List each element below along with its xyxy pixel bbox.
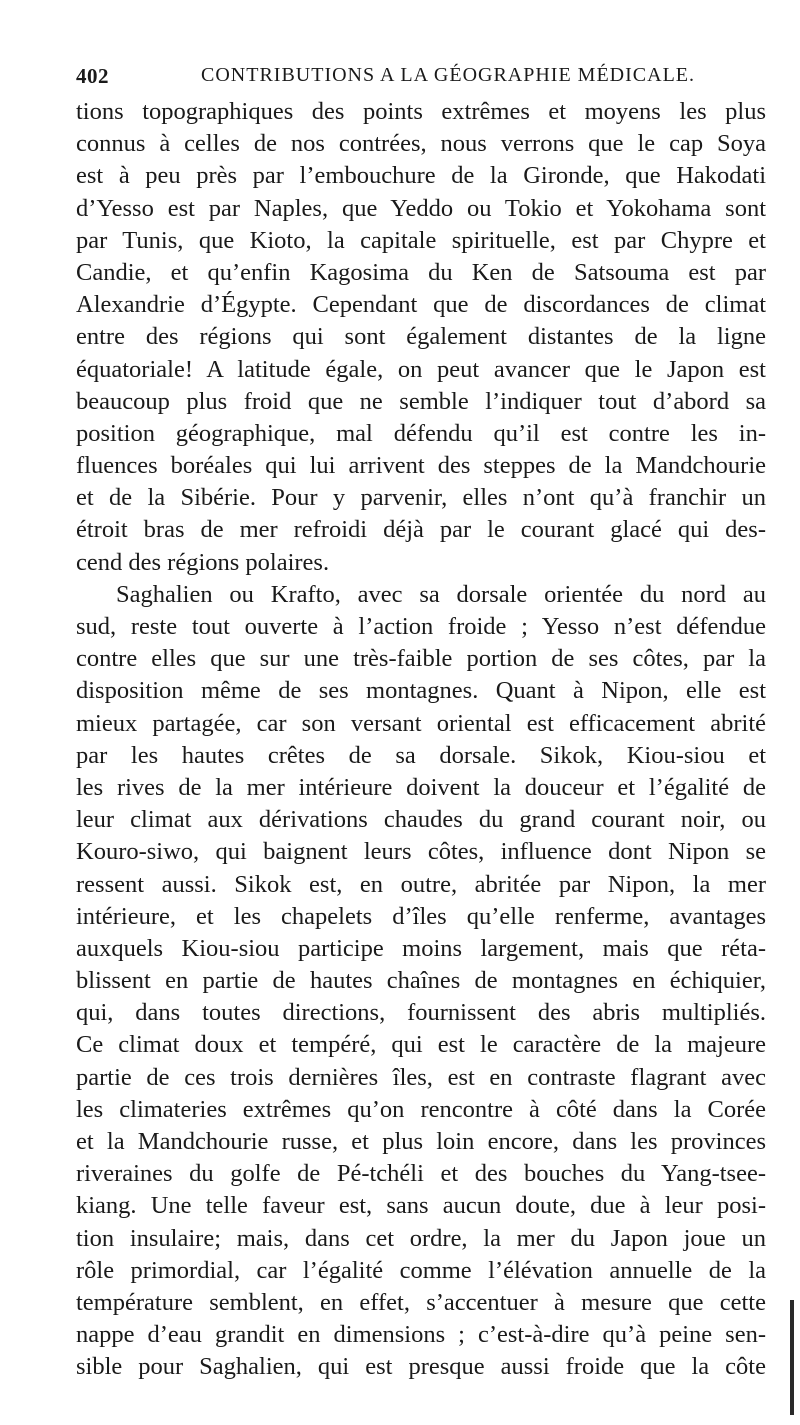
text-line: mieux partagée, car son versant oriental est efficacement abrité <box>76 709 766 737</box>
page-number: 402 <box>76 64 109 88</box>
text-line: partie de ces trois dernières îles, est en contraste flagrant avec <box>76 1063 766 1091</box>
text-line: tions topographiques des points extrêmes et moyens les plus <box>76 98 766 125</box>
text-line: par les hautes crêtes de sa dorsale. Sikok, Kiou-siou et <box>76 741 766 769</box>
text-line: contre elles que sur une très-faible portion de ses côtes, par la <box>76 645 766 673</box>
text-line: ressent aussi. Sikok est, en outre, abritée par Nipon, la mer <box>76 870 766 898</box>
text-line: leur climat aux dérivations chaudes du grand courant noir, ou <box>76 806 766 834</box>
body-text <box>76 96 766 1384</box>
running-head <box>76 58 766 98</box>
text-line: Ce climat doux et tempéré, qui est le caractère de la majeure <box>76 1031 766 1059</box>
text-line: sible pour Saghalien, qui est presque aussi froide que la côte <box>76 1353 766 1381</box>
text-line: Kouro-siwo, qui baignent leurs côtes, influence dont Nipon se <box>76 838 766 866</box>
text-line: intérieure, et les chapelets d’îles qu’elle renferme, avantages <box>76 902 766 930</box>
text-line: et la Mandchourie russe, et plus loin encore, dans les provinces <box>76 1128 766 1155</box>
text-line: Candie, et qu’enfin Kagosima du Ken de Satsouma est par <box>76 258 766 286</box>
text-line: qui, dans toutes directions, fournissent des abris multipliés. <box>76 999 766 1027</box>
scan-edge-mark <box>790 1300 794 1415</box>
text-line: température semblent, en effet, s’accentuer à mesure que cette <box>76 1288 766 1316</box>
text-line: beaucoup plus froid que ne semble l’indiquer tout d’abord sa <box>76 387 766 415</box>
text-line: rôle primordial, car l’égalité comme l’élévation annuelle de la <box>76 1256 766 1284</box>
text-line-paragraph-start: Saghalien ou Krafto, avec sa dorsale orientée du nord au <box>116 580 766 608</box>
text-line: Alexandrie d’Égypte. Cependant que de discordances de climat <box>76 291 766 319</box>
text-line: sud, reste tout ouverte à l’action froide ; Yesso n’est défendue <box>76 613 766 640</box>
text-line: position géographique, mal défendu qu’il est contre les in- <box>76 419 766 447</box>
text-line: nappe d’eau grandit en dimensions ; c’est-à-dire qu’à peine sen- <box>76 1321 766 1349</box>
text-line: les climateries extrêmes qu’on rencontre à côté dans la Corée <box>76 1095 766 1123</box>
text-line: fluences boréales qui lui arrivent des steppes de la Mandchourie <box>76 452 766 480</box>
text-line: d’Yesso est par Naples, que Yeddo ou Tokio et Yokohama sont <box>76 194 766 222</box>
text-line: riveraines du golfe de Pé-tchéli et des bouches du Yang-tsee- <box>76 1160 766 1188</box>
text-line: kiang. Une telle faveur est, sans aucun doute, due à leur posi- <box>76 1192 766 1220</box>
text-line: équatoriale! A latitude égale, on peut avancer que le Japon est <box>76 355 766 383</box>
text-line: est à peu près par l’embouchure de la Gironde, que Hakodati <box>76 162 766 190</box>
text-line: blissent en partie de hautes chaînes de montagnes en échiquier, <box>76 967 766 995</box>
text-line: par Tunis, que Kioto, la capitale spirituelle, est par Chypre et <box>76 226 766 254</box>
text-line: entre des régions qui sont également distantes de la ligne <box>76 323 766 351</box>
running-title: CONTRIBUTIONS A LA GÉOGRAPHIE MÉDICALE. <box>201 64 695 86</box>
text-line: disposition même de ses montagnes. Quant à Nipon, elle est <box>76 677 766 705</box>
text-line: connus à celles de nos contrées, nous verrons que le cap Soya <box>76 130 766 158</box>
text-line: et de la Sibérie. Pour y parvenir, elles n’ont qu’à franchir un <box>76 484 766 512</box>
text-line: tion insulaire; mais, dans cet ordre, la mer du Japon joue un <box>76 1224 766 1252</box>
text-line-paragraph-end: cend des régions polaires. <box>76 548 330 576</box>
text-line: les rives de la mer intérieure doivent la douceur et l’égalité de <box>76 773 766 801</box>
text-line: auxquels Kiou-siou participe moins largement, mais que réta- <box>76 934 766 962</box>
text-line: étroit bras de mer refroidi déjà par le courant glacé qui des- <box>76 516 766 544</box>
